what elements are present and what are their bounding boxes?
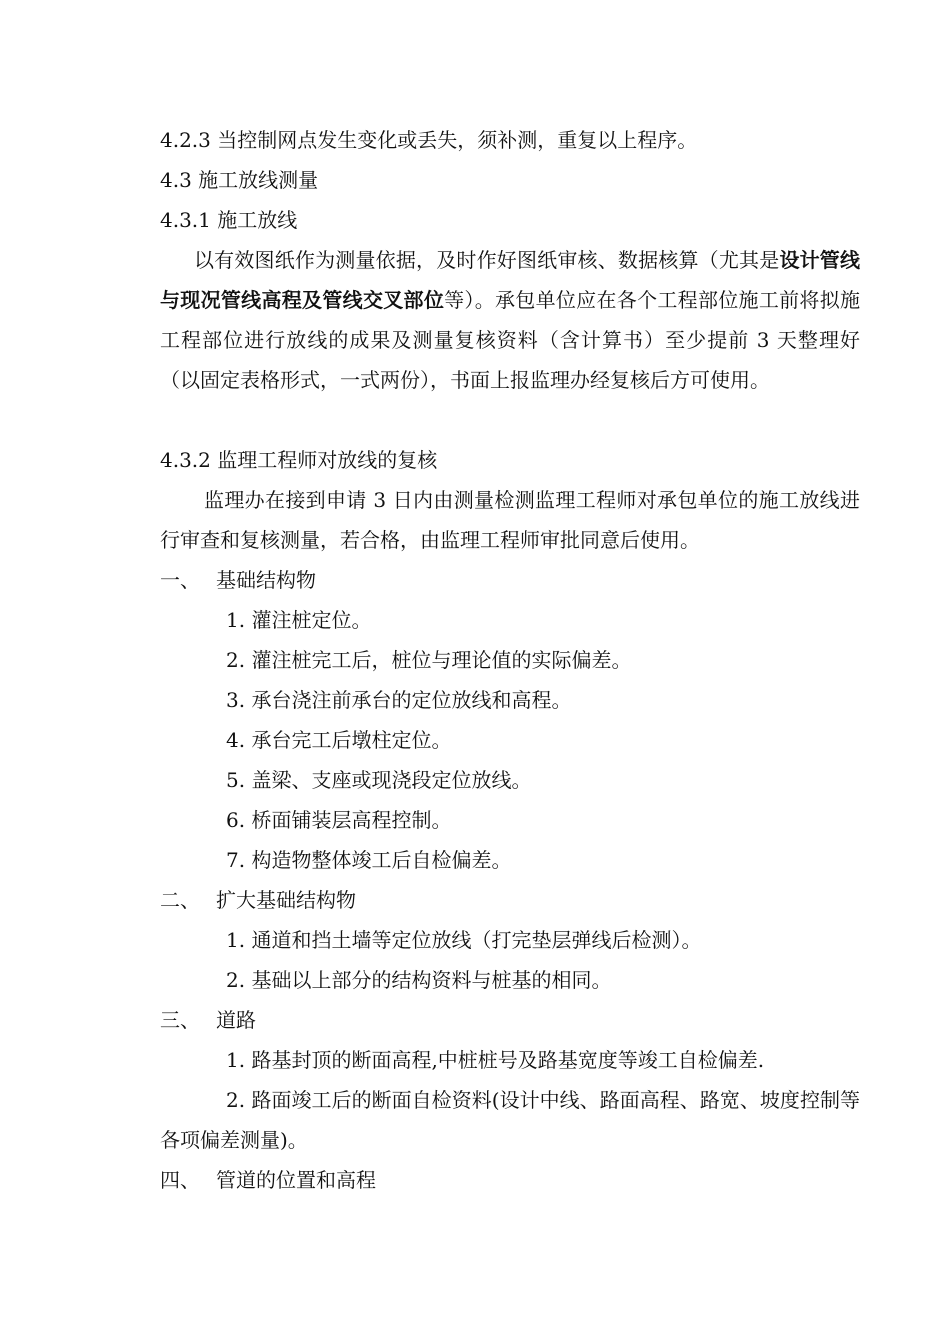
heading-4-3-1: 4.3.1 施工放线 (160, 208, 298, 232)
heading-4-2-3: 4.2.3 当控制网点发生变化或丢失，须补测，重复以上程序。 (160, 128, 698, 152)
section-heading-1 (160, 568, 316, 592)
paragraph-layout-basis (160, 240, 860, 400)
list-item: 1. 通道和挡土墙等定位放线（打完垫层弹线后检测）。 (226, 928, 702, 952)
section-heading-3 (160, 1008, 256, 1032)
list-item: 7. 构造物整体竣工后自检偏差。 (226, 848, 512, 872)
section-number: 二、 (160, 888, 200, 912)
list-item: 5. 盖梁、支座或现浇段定位放线。 (226, 768, 532, 792)
section-number: 三、 (160, 1008, 200, 1032)
section-title: 管道的位置和高程 (216, 1168, 376, 1192)
list-item: 4. 承台完工后墩柱定位。 (226, 728, 452, 752)
list-item: 2. 基础以上部分的结构资料与桩基的相同。 (226, 968, 612, 992)
paragraph-text: 等）。承包单位应在各个工程部位施工前将拟施工程部位进行放线的成果及测量复核资料（含计算书）至少提前 3 天整理好（以固定表格形式，一式两份），书面上报监理办经复核后方可使用。 (160, 288, 861, 392)
section-heading-2 (160, 888, 356, 912)
list-item: 2. 路面竣工后的断面自检资料(设计中线、路面高程、路宽、坡度控制等各项偏差测量)。 (160, 1088, 860, 1152)
paragraph-text: 以有效图纸作为测量依据，及时作好图纸审核、数据核算（尤其是 (194, 248, 780, 272)
list-item: 6. 桥面铺装层高程控制。 (226, 808, 452, 832)
section-heading-4 (160, 1168, 376, 1192)
section-title: 基础结构物 (216, 568, 316, 592)
section-title: 道路 (216, 1008, 256, 1032)
heading-4-3: 4.3 施工放线测量 (160, 168, 319, 192)
heading-4-3-2: 4.3.2 监理工程师对放线的复核 (160, 448, 438, 472)
section-number: 四、 (160, 1168, 200, 1192)
section-number: 一、 (160, 568, 200, 592)
list-item: 1. 灌注桩定位。 (226, 608, 372, 632)
list-item: 3. 承台浇注前承台的定位放线和高程。 (226, 688, 572, 712)
list-item: 2. 灌注桩完工后，桩位与理论值的实际偏差。 (226, 648, 632, 672)
section-title: 扩大基础结构物 (216, 888, 356, 912)
paragraph-review: 监理办在接到申请 3 日内由测量检测监理工程师对承包单位的施工放线进行审查和复核测量，若合格，由监理工程师审批同意后使用。 (160, 488, 860, 552)
paragraph-bold-text: 设计管线与现况管线高程及管线交叉部位 (160, 248, 860, 312)
list-item: 1. 路基封顶的断面高程,中桩桩号及路基宽度等竣工自检偏差. (226, 1048, 765, 1072)
